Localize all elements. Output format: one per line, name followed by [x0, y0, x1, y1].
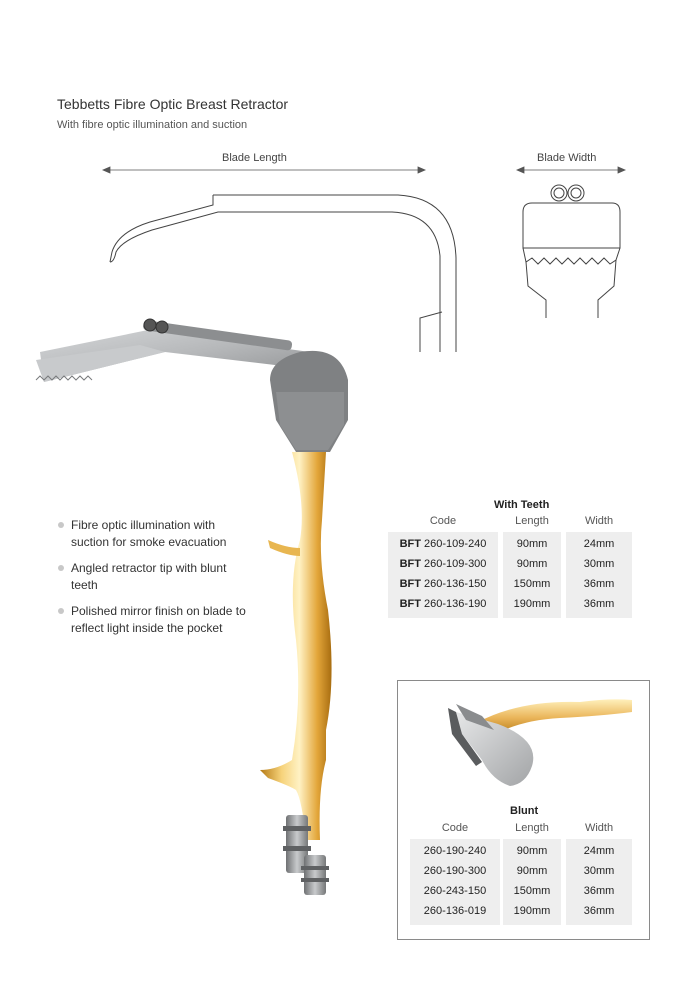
table-row-code: 260-190-300 [423, 865, 487, 877]
table-row-code: 260-136-019 [423, 905, 487, 917]
table-row-length: 150mm [513, 885, 551, 897]
table-row-code: 260-190-240 [423, 845, 487, 857]
feature-item: Fibre optic illumination with suction for smoke evacuation [58, 517, 248, 551]
column-header-width: Width [584, 822, 614, 834]
table-row-code: BFT 260-136-190 [399, 598, 487, 610]
table-row-length: 190mm [513, 598, 551, 610]
table-row-length: 90mm [516, 845, 548, 857]
with-teeth-title: With Teeth [494, 499, 550, 511]
table-row-length: 190mm [513, 905, 551, 917]
table-row-width: 36mm [583, 578, 615, 590]
table-row-width: 36mm [583, 905, 615, 917]
column-header-code: Code [441, 822, 469, 834]
table-row-width: 30mm [583, 865, 615, 877]
table-row-width: 24mm [583, 538, 615, 550]
table-row-width: 30mm [583, 558, 615, 570]
page-title: Tebbetts Fibre Optic Breast Retractor [57, 96, 289, 112]
feature-item: Polished mirror finish on blade to reflect light inside the pocket [58, 603, 248, 637]
table-row-length: 90mm [516, 538, 548, 550]
column-header-code: Code [429, 515, 457, 527]
table-row-width: 36mm [583, 885, 615, 897]
table-row-code: BFT 260-109-240 [399, 538, 487, 550]
blade-length-label: Blade Length [222, 152, 287, 164]
column-header-length: Length [515, 822, 549, 834]
table-row-length: 150mm [513, 578, 551, 590]
table-row-width: 36mm [583, 598, 615, 610]
table-row-width: 24mm [583, 845, 615, 857]
blade-width-label: Blade Width [537, 152, 597, 164]
table-row-length: 90mm [516, 865, 548, 877]
column-header-width: Width [584, 515, 614, 527]
table-row-code: BFT 260-136-150 [399, 578, 487, 590]
page-subtitle: With fibre optic illumination and suction [57, 119, 248, 131]
table-row-length: 90mm [516, 558, 548, 570]
table-row-code: BFT 260-109-300 [399, 558, 487, 570]
feature-item: Angled retractor tip with blunt teeth [58, 560, 248, 594]
column-header-length: Length [515, 515, 549, 527]
table-row-code: 260-243-150 [423, 885, 487, 897]
blunt-title: Blunt [510, 805, 539, 817]
